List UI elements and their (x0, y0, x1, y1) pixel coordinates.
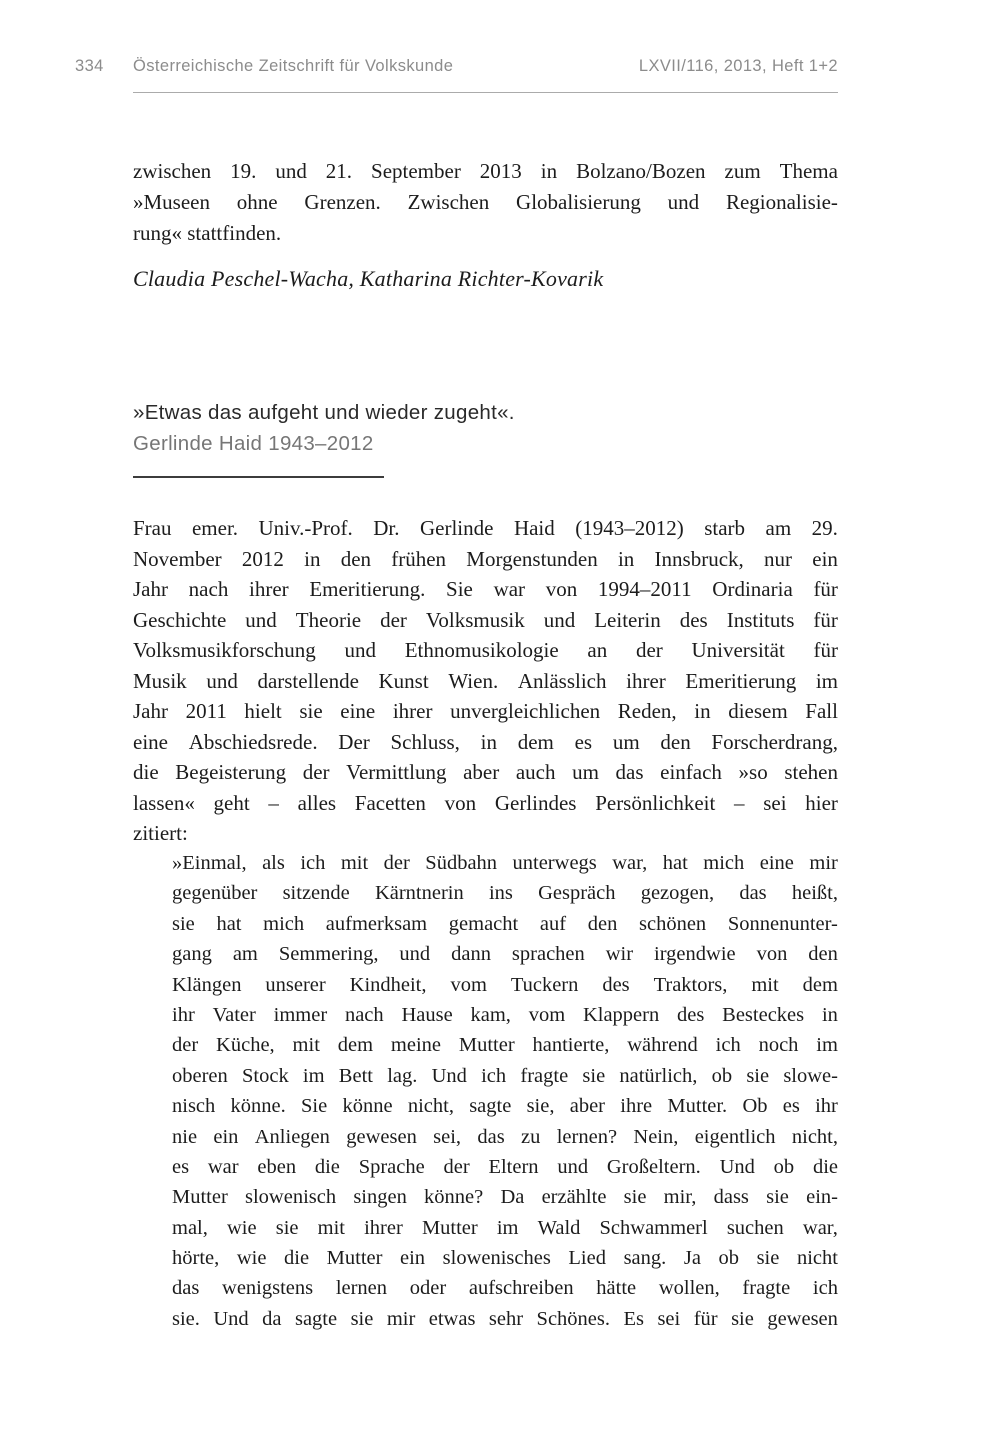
text-line: gegenüber sitzende Kärntnerin ins Gespräch gezogen, das heißt, (172, 882, 838, 905)
text-line: zitiert: (133, 821, 188, 845)
issue-info: LXVII/116, 2013, Heft 1+2 (638, 57, 838, 75)
text-line: ihr Vater immer nach Hause kam, vom Klappern des Besteckes in (172, 1003, 838, 1026)
text-line: sie hat mich aufmerksam gemacht auf den schönen Sonnenunter- (172, 912, 838, 935)
text-line: »Einmal, als ich mit der Südbahn unterwegs war, hat mich eine mir (172, 852, 838, 874)
page-number: 334 (75, 57, 104, 75)
text-line: Volksmusikforschung und Ethnomusikologie an der Universität für (133, 638, 838, 662)
text-line: Jahr nach ihrer Emeritierung. Sie war von 1994–2011 Ordinaria für (133, 577, 838, 601)
text-line: eine Abschiedsrede. Der Schluss, in dem es um den Forscherdrang, (133, 729, 838, 754)
text-line: Frau emer. Univ.-Prof. Dr. Gerlinde Haid (1943–2012) starb am 29. (133, 516, 838, 540)
text-line: mal, wie sie mit ihrer Mutter im Wald Schwammerl suchen war, (172, 1216, 838, 1239)
text-line: nisch könne. Sie könne nicht, sagte sie, aber ihre Mutter. Ob es ihr (172, 1095, 838, 1118)
body-paragraph (133, 513, 838, 849)
text-line: nie ein Anliegen gewesen sei, das zu lernen? Nein, eigentlich nicht, (172, 1125, 838, 1148)
text-line: das wenigstens lernen oder aufschreiben hätte wollen, fragte ich (172, 1277, 838, 1300)
text-line: Mutter slowenisch singen könne? Da erzählte sie mir, dass sie ein- (172, 1186, 838, 1209)
text-line: Klängen unserer Kindheit, vom Tuckern des Traktors, mit dem (172, 973, 838, 996)
text-line: zwischen 19. und 21. September 2013 in Bolzano/Bozen zum Thema (133, 159, 838, 183)
journal-title: Österreichische Zeitschrift für Volkskunde (133, 57, 454, 75)
text-line: es war eben die Sprache der Eltern und Großeltern. Und ob die (172, 1155, 838, 1178)
text-line: hörte, wie die Mutter ein slowenisches Lied sang. Ja ob sie nicht (172, 1247, 838, 1270)
text-line: »Museen ohne Grenzen. Zwischen Globalisierung und Regionalisie- (133, 190, 838, 214)
article-title-line2: Gerlinde Haid 1943–2012 (133, 432, 374, 455)
text-line: rung« stattfinden. (133, 221, 282, 245)
header-rule (133, 92, 838, 93)
text-line: gang am Semmering, und dann sprachen wir irgendwie von den (172, 943, 838, 966)
text-line: die Begeisterung der Vermittlung aber auch um das einfach »so stehen (133, 760, 838, 784)
text-line: sie. Und da sagte sie mir etwas sehr Schönes. Es sei für sie gewesen (172, 1307, 838, 1330)
text-line: lassen« geht – alles Facetten von Gerlindes Persönlichkeit – sei hier (133, 790, 838, 815)
quote-paragraph (172, 848, 838, 1334)
article-title-line1: »Etwas das aufgeht und wieder zugeht«. (133, 401, 515, 424)
text-line: oberen Stock im Bett lag. Und ich fragte sie natürlich, ob sie slowe- (172, 1064, 838, 1087)
title-rule (133, 476, 384, 478)
text-line: Geschichte und Theorie der Volksmusik und Leiterin des Instituts für (133, 607, 838, 632)
text-line: Jahr 2011 hielt sie eine ihrer unvergleichlichen Reden, in diesem Fall (133, 699, 838, 723)
text-line: Musik und darstellende Kunst Wien. Anlässlich ihrer Emeritierung im (133, 668, 838, 693)
intro-paragraph (133, 156, 838, 249)
text-line: der Küche, mit dem meine Mutter hantierte, während ich noch im (172, 1034, 838, 1057)
text-line: November 2012 in den frühen Morgenstunden in Innsbruck, nur ein (133, 546, 838, 571)
authors-byline: Claudia Peschel-Wacha, Katharina Richter-Kovarik (133, 266, 604, 291)
